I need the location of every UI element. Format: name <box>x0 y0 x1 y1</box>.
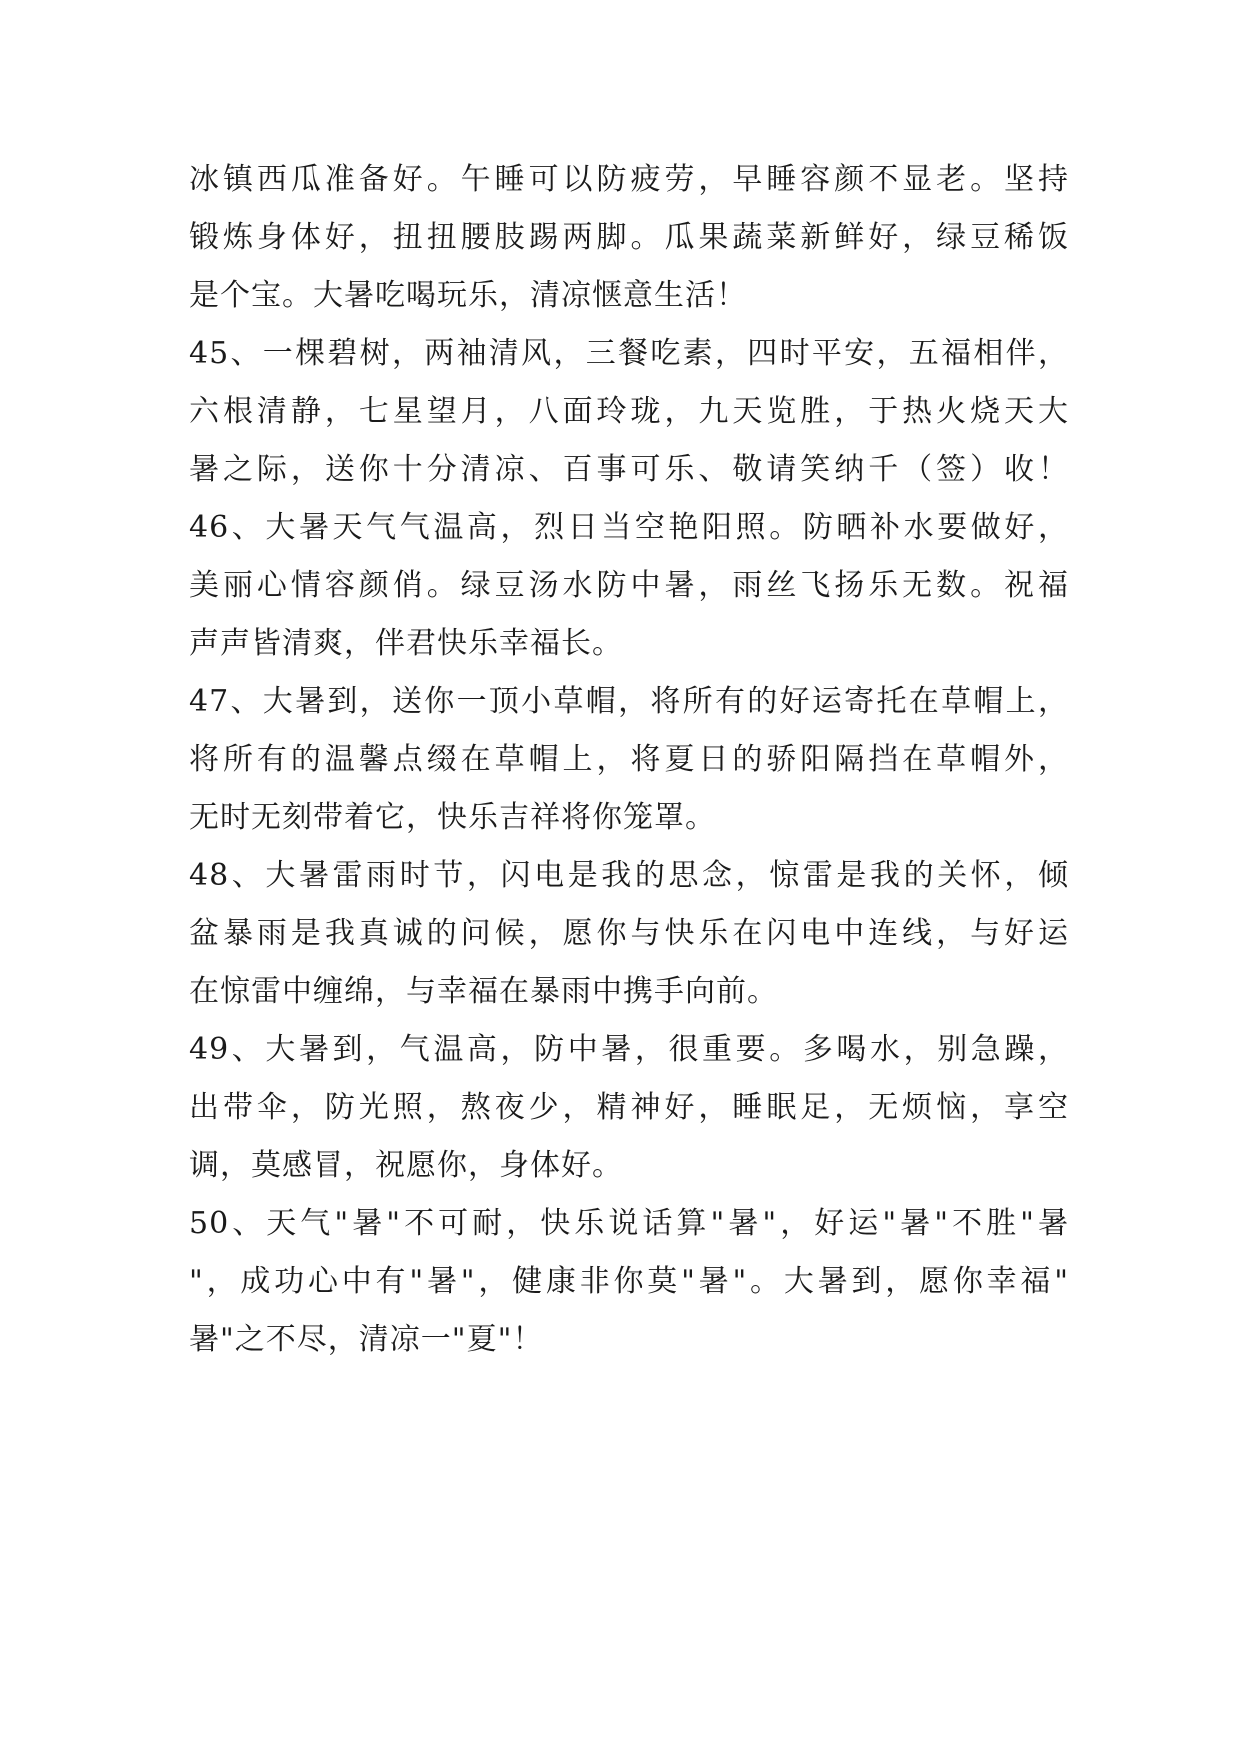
text-line: 锻炼身体好，扭扭腰肢踢两脚。瓜果蔬菜新鲜好，绿豆稀饭 <box>189 220 1069 255</box>
text-line: 无时无刻带着它，快乐吉祥将你笼罩。 <box>189 800 716 835</box>
text-line: 49、大暑到，气温高，防中暑，很重要。多喝水，别急躁， <box>189 1032 1069 1067</box>
document-body <box>189 160 1069 1378</box>
text-line: 调，莫感冒，祝愿你，身体好。 <box>189 1148 623 1183</box>
text-line: 冰镇西瓜准备好。午睡可以防疲劳，早睡容颜不显老。坚持 <box>189 162 1069 197</box>
text-line: "，成功心中有"暑"，健康非你莫"暑"。大暑到，愿你幸福" <box>189 1264 1069 1299</box>
text-line: 47、大暑到，送你一顶小草帽，将所有的好运寄托在草帽上， <box>189 684 1069 719</box>
text-line: 50、天气"暑"不可耐，快乐说话算"暑"，好运"暑"不胜"暑 <box>189 1206 1069 1241</box>
text-line: 美丽心情容颜俏。绿豆汤水防中暑，雨丝飞扬乐无数。祝福 <box>189 568 1069 603</box>
text-line: 出带伞，防光照，熬夜少，精神好，睡眠足，无烦恼，享空 <box>189 1090 1069 1125</box>
text-line: 在惊雷中缠绵，与幸福在暴雨中携手向前。 <box>189 974 778 1009</box>
text-line: 将所有的温馨点缀在草帽上，将夏日的骄阳隔挡在草帽外， <box>189 742 1069 777</box>
text-line: 六根清静，七星望月，八面玲珑，九天览胜，于热火烧天大 <box>189 394 1069 429</box>
text-line: 是个宝。大暑吃喝玩乐，清凉惬意生活！ <box>189 278 747 313</box>
text-line: 暑"之不尽，清凉一"夏"！ <box>189 1322 544 1357</box>
text-line: 声声皆清爽，伴君快乐幸福长。 <box>189 626 623 661</box>
text-line: 暑之际，送你十分清凉、百事可乐、敬请笑纳千（签）收！ <box>189 452 1069 487</box>
text-line: 45、一棵碧树，两袖清风，三餐吃素，四时平安，五福相伴， <box>189 336 1069 371</box>
text-line: 46、大暑天气气温高，烈日当空艳阳照。防晒补水要做好， <box>189 510 1069 545</box>
text-line: 48、大暑雷雨时节，闪电是我的思念，惊雷是我的关怀，倾 <box>189 858 1069 893</box>
text-line: 盆暴雨是我真诚的问候，愿你与快乐在闪电中连线，与好运 <box>189 916 1069 951</box>
